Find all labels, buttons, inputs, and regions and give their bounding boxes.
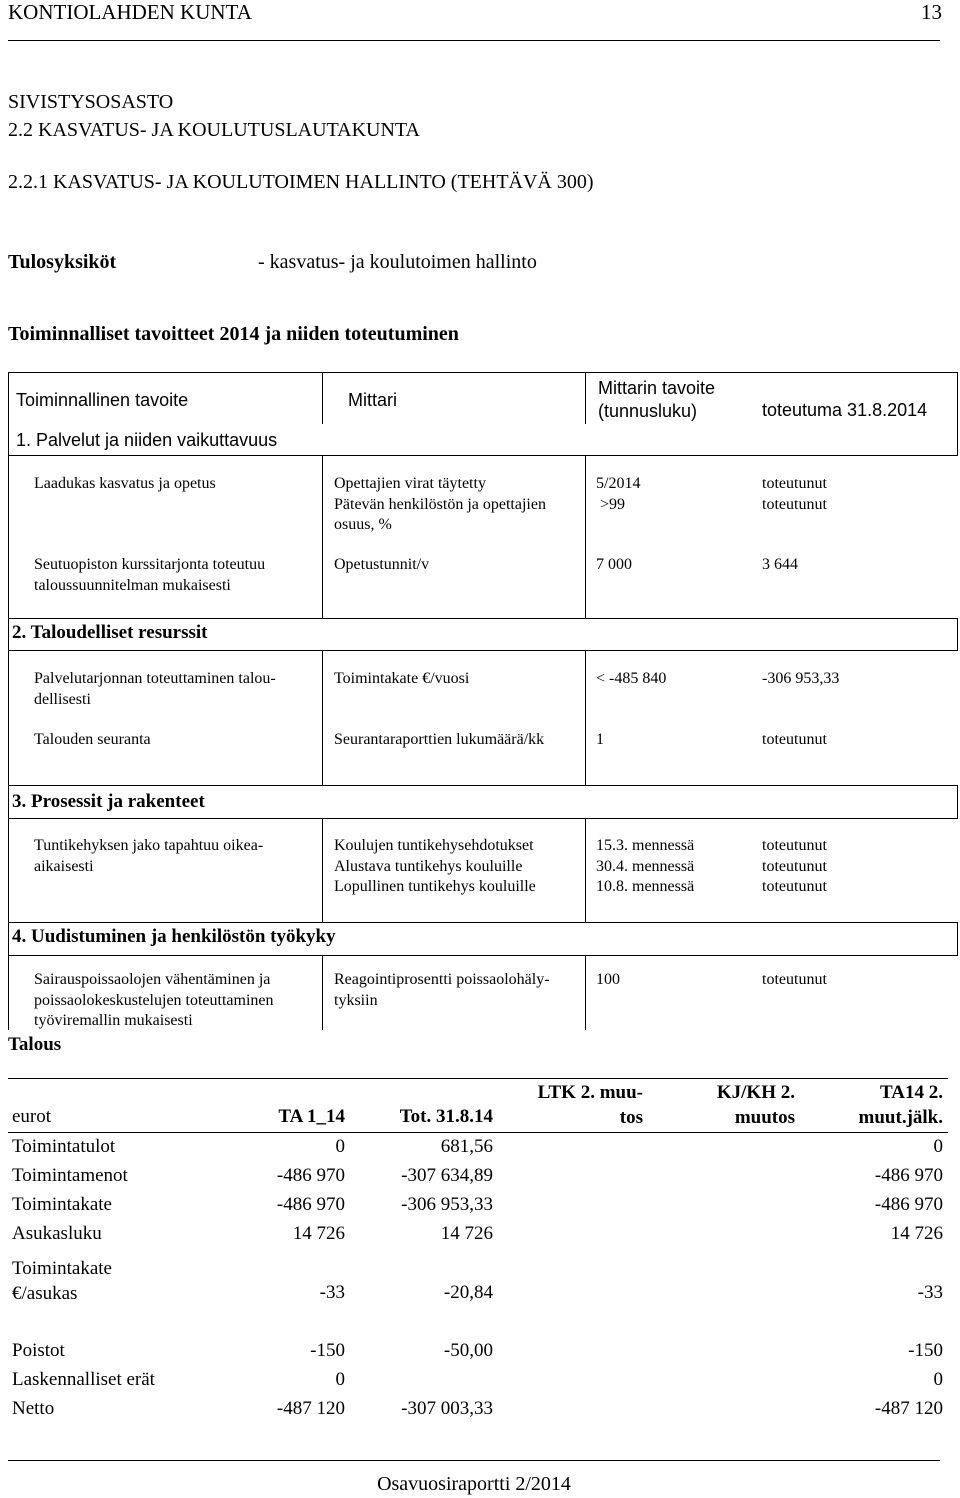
goal-cell <box>34 555 265 596</box>
cell-line: 15.3. mennessä <box>596 837 695 854</box>
label-line: €/asukas <box>12 1283 78 1304</box>
finance-ta14-value: 14 726 <box>890 1223 943 1244</box>
section-4-title: 4. Uudistuminen ja henkilöstön työkyky <box>12 926 336 947</box>
cell-line: Alustava tuntikehys kouluille <box>334 857 523 875</box>
finance-header-kj <box>655 1080 795 1130</box>
goal-cell <box>34 970 274 1032</box>
cell-line: Pätevän henkilöstön ja opettajien <box>334 495 546 513</box>
metric-cell <box>334 836 536 898</box>
finance-row-label: Asukasluku <box>12 1223 102 1244</box>
cell-line: < -485 840 <box>596 670 667 687</box>
cell-line: Talouden seuranta <box>34 731 151 748</box>
cell-line: 1 <box>596 731 604 748</box>
finance-ta14-value: -487 120 <box>874 1398 943 1419</box>
cell-line: Tuntikehyksen jako tapahtuu oikea- <box>34 837 264 854</box>
task-title: 2.2.1 KASVATUS- JA KOULUTOIMEN HALLINTO (TEHTÄVÄ 300) <box>8 171 594 193</box>
target-cell <box>596 474 640 515</box>
metric-cell <box>334 669 469 690</box>
cell-line: 10.8. mennessä <box>596 878 695 895</box>
cell-line: osuus, % <box>334 516 392 533</box>
cell-line: toteutunut <box>762 731 827 748</box>
cell-line: 5/2014 <box>596 475 641 492</box>
section-3-title: 3. Prosessit ja rakenteet <box>12 791 205 812</box>
goal-cell <box>34 669 276 710</box>
goal-cell <box>34 474 216 495</box>
finance-row-label: Netto <box>12 1398 55 1419</box>
finance-header-label: eurot <box>12 1106 52 1127</box>
metric-cell <box>334 730 544 751</box>
cell-line: >99 <box>600 495 626 513</box>
finance-header-ta14 <box>803 1080 943 1130</box>
finance-tot-value: -307 003,33 <box>401 1398 493 1419</box>
cell-line: toteutunut <box>762 837 827 854</box>
target-cell <box>596 836 694 898</box>
finance-tot-value: 14 726 <box>440 1223 493 1244</box>
finance-tot-value: -307 634,89 <box>401 1165 493 1186</box>
finance-ta14-value: -33 <box>917 1282 943 1303</box>
cell-line: toteutunut <box>762 857 827 875</box>
cell-line: Toimintakate €/vuosi <box>334 670 470 687</box>
section-1-title: 1. Palvelut ja niiden vaikuttavuus <box>16 430 278 450</box>
org-name: KONTIOLAHDEN KUNTA <box>8 0 252 24</box>
header-line: muut.jälk. <box>858 1107 943 1128</box>
cell-line: dellisesti <box>34 690 91 708</box>
metric-cell <box>334 474 546 536</box>
cell-line: 30.4. mennessä <box>596 857 695 875</box>
header-goal: Toiminnallinen tavoite <box>16 390 189 410</box>
finance-ta-value: 0 <box>335 1136 345 1157</box>
cell-line: Seutuopiston kurssitarjonta toteutuu <box>34 556 266 573</box>
finance-row-label: Laskennalliset erät <box>12 1369 155 1390</box>
finance-ta14-value: 0 <box>933 1136 943 1157</box>
actual-cell <box>762 836 827 898</box>
cell-line: Koulujen tuntikehysehdotukset <box>334 837 534 854</box>
finance-header-ta: TA 1_14 <box>278 1106 345 1127</box>
page-footer: Osavuosiraportti 2/2014 <box>377 1473 571 1495</box>
cell-line: Sairauspoissaolojen vähentäminen ja <box>34 971 271 988</box>
cell-line: poissaolokeskustelujen toteuttaminen <box>34 991 274 1009</box>
goal-cell <box>34 836 263 877</box>
metric-cell <box>334 970 550 1011</box>
department-title: SIVISTYSOSASTO <box>8 91 174 113</box>
finance-header-ltk <box>503 1080 643 1130</box>
target-cell <box>596 730 604 751</box>
cell-line: toteutunut <box>762 475 827 492</box>
page-number: 13 <box>921 0 942 24</box>
cell-line: toteutunut <box>762 495 827 513</box>
label-line: Toimintakate <box>12 1258 112 1279</box>
finance-ta14-value: -486 970 <box>874 1165 943 1186</box>
header-line: tos <box>619 1107 643 1128</box>
finance-row-label: Poistot <box>12 1340 65 1361</box>
finance-header-tot: Tot. 31.8.14 <box>399 1106 493 1127</box>
finance-ta14-value: 0 <box>933 1369 943 1390</box>
finance-row-label: Toimintatulot <box>12 1136 116 1157</box>
units-value: - kasvatus- ja koulutoimen hallinto <box>258 251 537 273</box>
cell-line: -306 953,33 <box>762 670 840 687</box>
actual-cell <box>762 555 798 576</box>
units-label: Tulosyksiköt <box>8 251 117 273</box>
actual-cell <box>762 970 827 991</box>
finance-row-label: Toimintakate <box>12 1194 112 1215</box>
cell-line: Lopullinen tuntikehys kouluille <box>334 878 536 895</box>
finance-ta-value: -486 970 <box>276 1194 345 1215</box>
header-line: LTK 2. muu- <box>537 1082 643 1103</box>
cell-line: toteutunut <box>762 878 827 895</box>
finance-row-label: Toimintamenot <box>12 1165 128 1186</box>
finance-ta14-value: -150 <box>908 1340 943 1361</box>
header-line: KJ/KH 2. <box>716 1082 795 1103</box>
header-line: muutos <box>734 1107 795 1128</box>
cell-line: 100 <box>596 971 620 988</box>
cell-line: taloussuunnitelman mukaisesti <box>34 576 231 594</box>
finance-tot-value: 681,56 <box>440 1136 493 1157</box>
cell-line: Opettajien virat täytetty <box>334 475 486 492</box>
cell-line: toteutunut <box>762 971 827 988</box>
target-cell <box>596 555 632 576</box>
cell-line: 3 644 <box>762 556 798 573</box>
board-title: 2.2 KASVATUS- JA KOULUTUSLAUTAKUNTA <box>8 119 420 141</box>
finance-tot-value: -20,84 <box>443 1282 493 1303</box>
header-target <box>598 377 715 423</box>
cell-line: Palvelutarjonnan toteuttaminen talou- <box>34 670 276 687</box>
metric-cell <box>334 555 429 576</box>
goals-title: Toiminnalliset tavoitteet 2014 ja niiden toteutuminen <box>8 323 459 345</box>
header-metric: Mittari <box>348 390 397 410</box>
finance-row-label <box>12 1256 112 1306</box>
actual-cell <box>762 669 839 690</box>
finance-ta-value: -486 970 <box>276 1165 345 1186</box>
header-target-line: Mittarin tavoite <box>598 378 716 398</box>
finance-tot-value: -50,00 <box>443 1340 493 1361</box>
header-target-line: (tunnusluku) <box>598 401 698 421</box>
finance-ta-value: -33 <box>319 1282 345 1303</box>
cell-line: Reagointiprosentti poissaolohäly- <box>334 971 550 988</box>
finance-ta-value: 0 <box>335 1369 345 1390</box>
finance-ta-value: -487 120 <box>276 1398 345 1419</box>
target-cell <box>596 669 666 690</box>
cell-line: Opetustunnit/v <box>334 556 430 573</box>
target-cell <box>596 970 620 991</box>
cell-line: Laadukas kasvatus ja opetus <box>34 475 216 492</box>
finance-ta14-value: -486 970 <box>874 1194 943 1215</box>
cell-line: Seurantaraporttien lukumäärä/kk <box>334 731 545 748</box>
cell-line: tyksiin <box>334 991 378 1009</box>
finance-ta-value: 14 726 <box>292 1223 345 1244</box>
goal-cell <box>34 730 151 751</box>
section-2-title: 2. Taloudelliset resurssit <box>12 622 208 643</box>
finance-title: Talous <box>8 1034 62 1055</box>
finance-tot-value: -306 953,33 <box>401 1194 493 1215</box>
actual-cell <box>762 730 827 751</box>
header-line: TA14 2. <box>880 1082 943 1103</box>
header-actual: toteutuma 31.8.2014 <box>762 400 928 420</box>
finance-ta-value: -150 <box>310 1340 345 1361</box>
cell-line: aikaisesti <box>34 857 94 875</box>
cell-line: työviremallin mukaisesti <box>34 1012 193 1029</box>
cell-line: 7 000 <box>596 556 632 573</box>
actual-cell <box>762 474 827 515</box>
